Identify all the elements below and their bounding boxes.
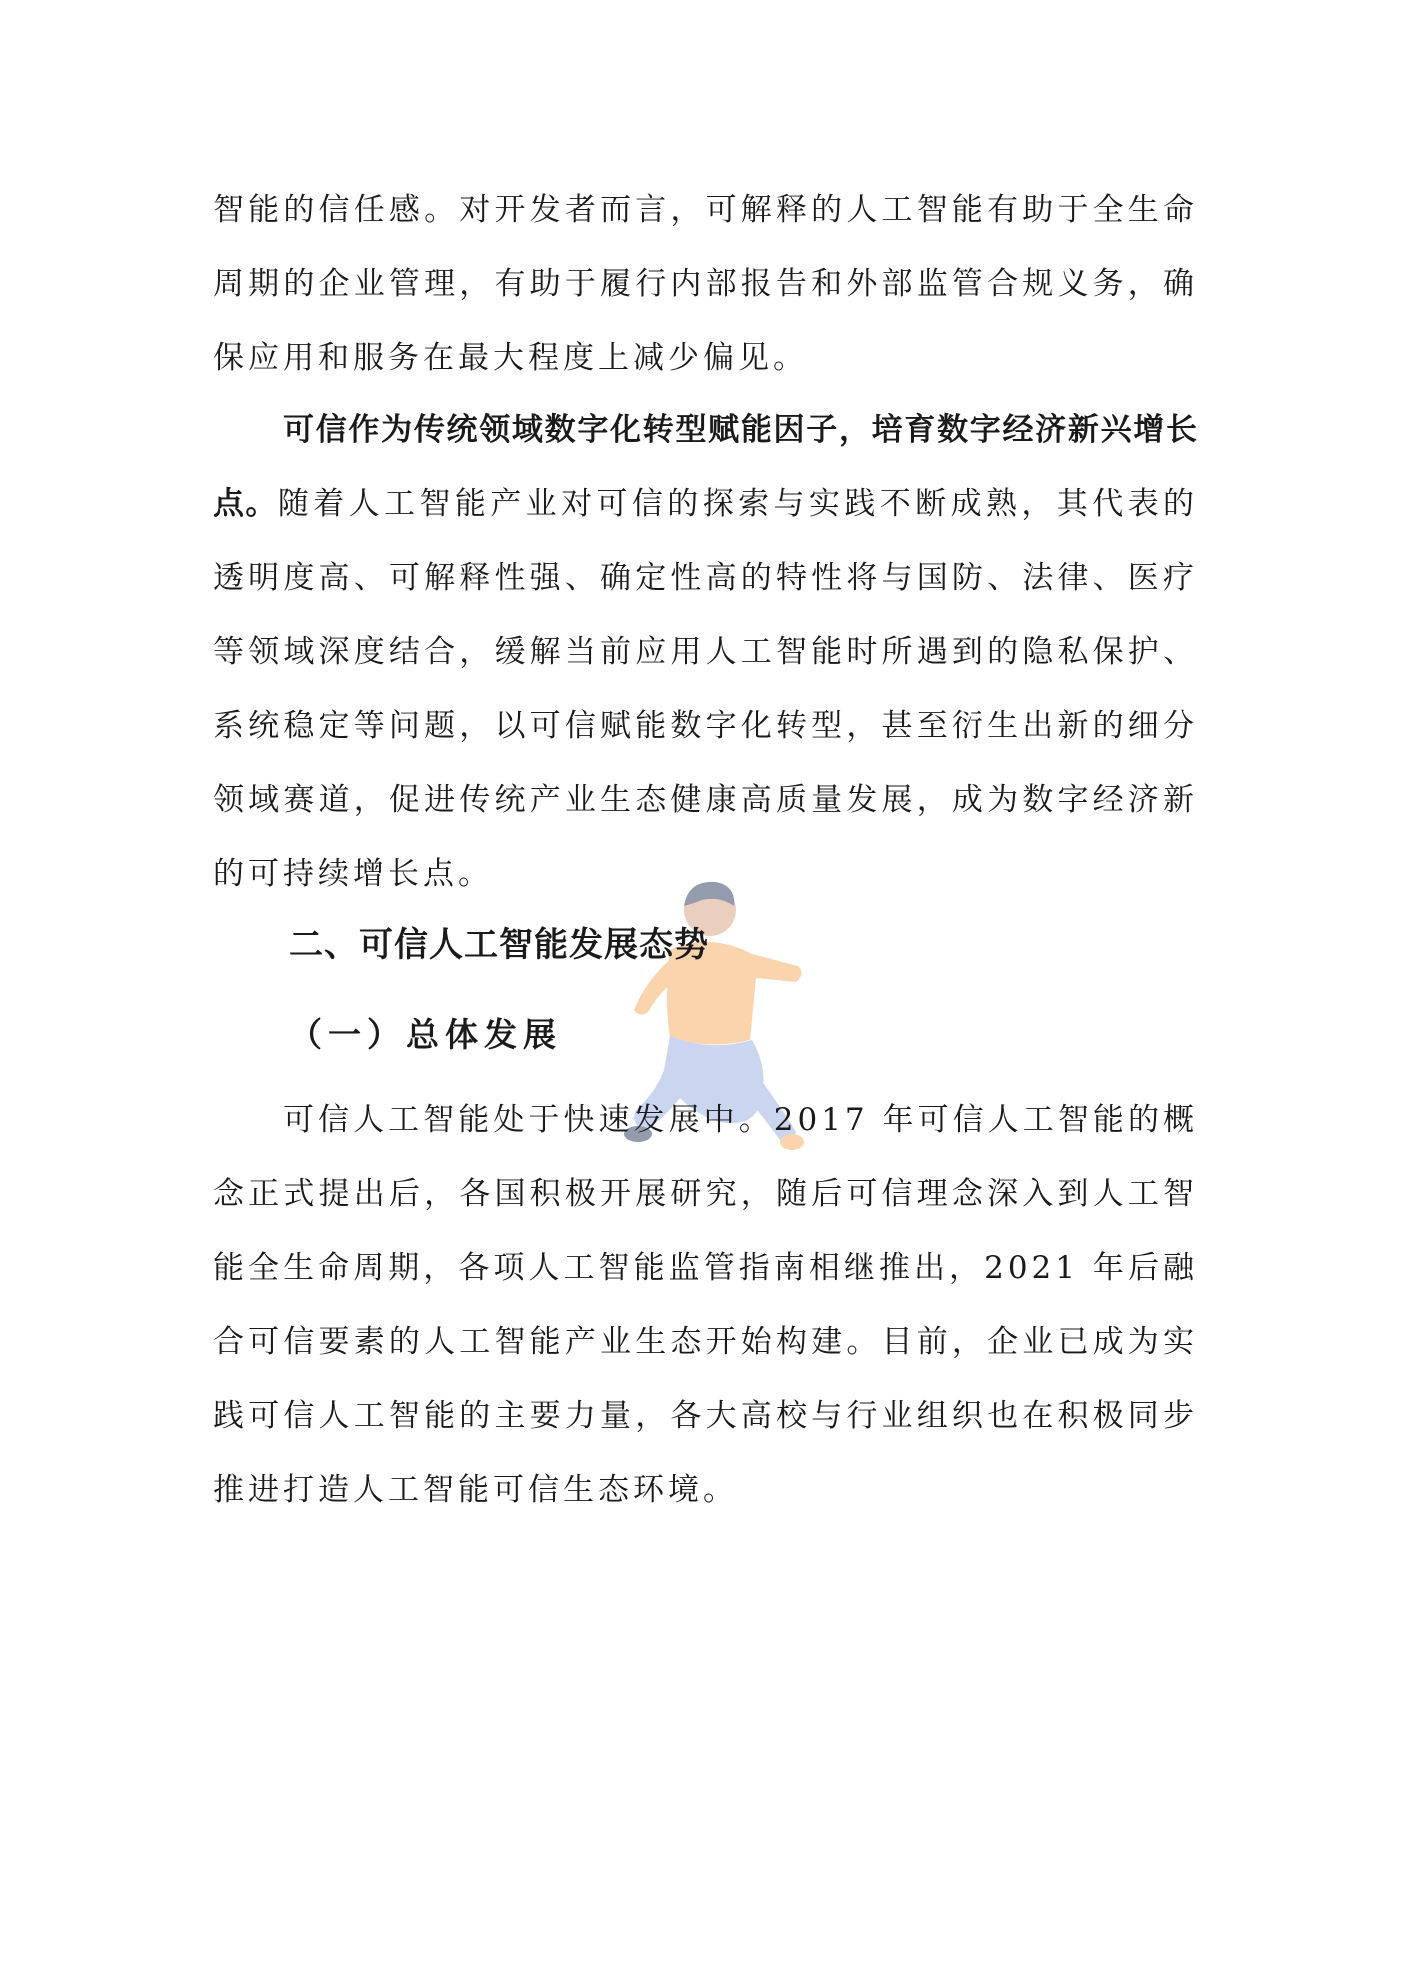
paragraph-explainability: 智能的信任感。对开发者而言，可解释的人工智能有助于全生命周期的企业管理，有助于履行内部报告和外部监管合规义务，确保应用和服务在最大程度上减少偏见。 — [213, 192, 1198, 376]
paragraph-lead-sentence: 可信作为传统领域数字化转型赋能因子，培育数字经济新兴增长点。 — [213, 412, 1198, 522]
subsection-heading: （一）总体发展 — [289, 1015, 562, 1054]
paragraph-overall-development: 可信人工智能处于快速发展中。2017 年可信人工智能的概念正式提出后，各国积极开展研究，随后可信理念深入到人工智能全生命周期，各项人工智能监管指南相继推出，2021 年后融合可信要素的人工智能产业生态开始构建。目前，企业已成为实践可信人工智能的主要力量，各大高校与行业组织也在积极同步推进打造人工智能可信生态环境。 — [213, 1102, 1198, 1508]
section-heading: 二、可信人工智能发展态势 — [289, 925, 709, 965]
paragraph-body: 随着人工智能产业对可信的探索与实践不断成熟，其代表的透明度高、可解释性强、确定性高的特性将与国防、法律、医疗等领域深度结合，缓解当前应用人工智能时所遇到的隐私保护、系统稳定等问题，以可信赋能数字化转型，甚至衍生出新的细分领域赛道，促进传统产业生态健康高质量发展，成为数字经济新的可持续增长点。 — [213, 486, 1199, 892]
paragraph-digital-economy — [213, 393, 1198, 911]
